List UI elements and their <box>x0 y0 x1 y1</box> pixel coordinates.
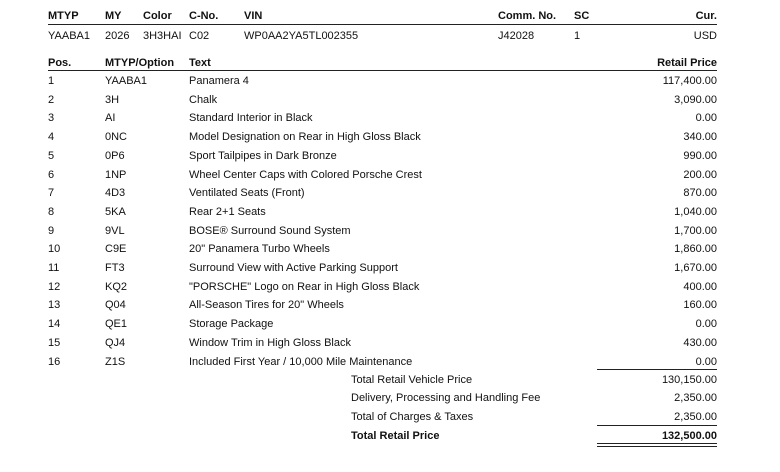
row-option-code: 5KA <box>105 205 126 218</box>
option-column-header: MTYP/Option <box>105 57 175 69</box>
row-retail-price: 0.00 <box>695 355 717 368</box>
row-option-code: 0NC <box>105 131 128 144</box>
row-description: Sport Tailpipes in Dark Bronze <box>189 149 337 162</box>
row-option-code: QJ4 <box>105 336 126 349</box>
row-option-code: KQ2 <box>105 280 128 293</box>
cur-header: Cur. <box>695 10 717 22</box>
table-row <box>0 184 780 203</box>
row-position: 13 <box>48 299 61 312</box>
total-vehicle-row <box>0 371 780 390</box>
row-position: 6 <box>48 168 55 181</box>
row-description: Panamera 4 <box>189 75 249 87</box>
delivery-fee-value: 2,350.00 <box>674 392 717 404</box>
row-position: 7 <box>48 187 55 200</box>
pos-column-header: Pos. <box>48 57 72 69</box>
grand-total-value: 132,500.00 <box>661 430 717 442</box>
my-header: MY <box>105 10 122 22</box>
row-description: Ventilated Seats (Front) <box>189 187 305 200</box>
row-retail-price: 200.00 <box>683 168 717 181</box>
row-option-code: Q04 <box>105 299 126 312</box>
row-position: 1 <box>48 75 55 87</box>
row-position: 14 <box>48 318 61 331</box>
cur-value: USD <box>693 30 717 42</box>
delivery-fee-row <box>0 389 780 408</box>
table-row <box>0 222 780 241</box>
table-row <box>0 240 780 259</box>
row-position: 11 <box>48 262 60 274</box>
row-retail-price: 0.00 <box>695 112 717 125</box>
row-position: 5 <box>48 149 55 162</box>
row-position: 4 <box>48 131 55 144</box>
row-option-code: C9E <box>105 243 127 256</box>
row-description: Included First Year / 10,000 Mile Maintenance <box>189 355 413 368</box>
row-retail-price: 0.00 <box>695 318 717 331</box>
table-row <box>0 315 780 334</box>
row-position: 8 <box>48 205 55 218</box>
row-position: 10 <box>48 243 61 256</box>
row-retail-price: 160.00 <box>683 299 717 312</box>
row-position: 16 <box>48 355 61 368</box>
row-option-code: YAABA1 <box>105 75 147 87</box>
total-vehicle-value: 130,150.00 <box>661 374 717 386</box>
delivery-fee-label: Delivery, Processing and Handling Fee <box>351 392 541 404</box>
color-header: Color <box>143 10 172 22</box>
sc-value: 1 <box>574 30 581 42</box>
row-description: All-Season Tires for 20" Wheels <box>189 299 344 312</box>
row-description: Model Designation on Rear in High Gloss Black <box>189 131 421 144</box>
table-header-rule <box>48 70 717 71</box>
row-position: 2 <box>48 93 55 106</box>
table-row <box>0 203 780 222</box>
row-option-code: 1NP <box>105 168 127 181</box>
row-option-code: 9VL <box>105 224 125 237</box>
row-retail-price: 340.00 <box>683 131 717 144</box>
row-retail-price: 1,040.00 <box>674 205 717 218</box>
table-row <box>0 278 780 297</box>
table-row <box>0 334 780 353</box>
charges-taxes-value: 2,350.00 <box>674 411 717 423</box>
my-value: 2026 <box>105 30 130 42</box>
row-option-code: 4D3 <box>105 187 126 200</box>
comm-no-header: Comm. No. <box>498 10 557 22</box>
charges-taxes-label: Total of Charges & Taxes <box>351 411 474 423</box>
table-row <box>0 259 780 278</box>
row-description: Wheel Center Caps with Colored Porsche Crest <box>189 168 422 181</box>
row-retail-price: 3,090.00 <box>674 93 717 106</box>
header-rule <box>48 24 717 25</box>
mtyp-header: MTYP <box>48 10 79 22</box>
table-row <box>0 296 780 315</box>
price-column-header: Retail Price <box>657 57 717 69</box>
comm-no-value: J42028 <box>498 30 535 42</box>
sc-header: SC <box>574 10 590 22</box>
row-position: 12 <box>48 280 61 293</box>
row-option-code: FT3 <box>105 262 125 274</box>
row-option-code: 3H <box>105 93 120 106</box>
cno-header: C-No. <box>189 10 219 22</box>
row-retail-price: 1,860.00 <box>674 243 717 256</box>
row-description: Rear 2+1 Seats <box>189 205 266 218</box>
vin-header: VIN <box>244 10 263 22</box>
row-position: 3 <box>48 112 55 125</box>
row-option-code: AI <box>105 112 116 125</box>
row-retail-price: 1,700.00 <box>674 224 717 237</box>
row-position: 9 <box>48 224 55 237</box>
row-retail-price: 870.00 <box>683 187 717 200</box>
row-retail-price: 990.00 <box>683 149 717 162</box>
row-option-code: 0P6 <box>105 149 125 162</box>
subtotal-rule <box>597 369 717 370</box>
mtyp-value: YAABA1 <box>48 30 90 42</box>
table-row <box>0 128 780 147</box>
table-row <box>0 109 780 128</box>
grand-total-double-rule <box>597 443 717 447</box>
row-description: Chalk <box>189 93 218 106</box>
row-description: BOSE® Surround Sound System <box>189 224 351 237</box>
row-retail-price: 1,670.00 <box>674 262 717 274</box>
color-value: 3H3HAI <box>143 30 182 42</box>
table-row <box>0 166 780 185</box>
total-vehicle-label: Total Retail Vehicle Price <box>351 374 473 386</box>
row-retail-price: 430.00 <box>683 336 717 349</box>
row-description: "PORSCHE" Logo on Rear in High Gloss Black <box>189 280 420 293</box>
table-row <box>0 91 780 110</box>
table-row <box>0 72 780 91</box>
row-option-code: Z1S <box>105 355 126 368</box>
row-description: Surround View with Active Parking Support <box>189 262 398 274</box>
table-row <box>0 147 780 166</box>
grand-total-rule <box>597 425 717 426</box>
cno-value: C02 <box>189 30 210 42</box>
row-description: Window Trim in High Gloss Black <box>189 336 351 349</box>
row-retail-price: 117,400.00 <box>662 75 717 87</box>
row-position: 15 <box>48 336 61 349</box>
row-description: Standard Interior in Black <box>189 112 313 125</box>
row-option-code: QE1 <box>105 318 128 331</box>
row-retail-price: 400.00 <box>683 280 717 293</box>
text-column-header: Text <box>189 57 211 69</box>
row-description: Storage Package <box>189 318 274 331</box>
vin-value: WP0AA2YA5TL002355 <box>244 30 359 42</box>
row-description: 20" Panamera Turbo Wheels <box>189 243 330 256</box>
grand-total-label: Total Retail Price <box>351 430 440 442</box>
